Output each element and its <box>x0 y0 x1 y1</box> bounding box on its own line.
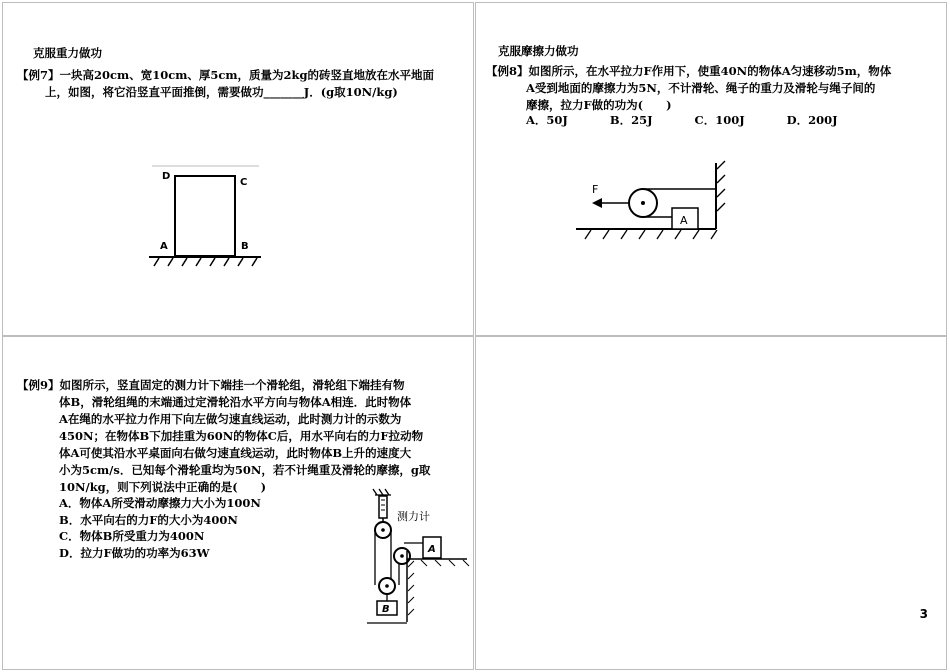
question-line: 如图所示，竖直固定的测力计下端挂一个滑轮组，滑轮组下端挂有物 <box>59 378 405 392</box>
example-label: 【例8】 <box>486 64 529 78</box>
question-line: 体A可使其沿水平桌面向右做匀速直线运动，此时物体B上升的速度大 <box>59 446 412 460</box>
brick-figure <box>3 3 475 337</box>
option-a[interactable]: A．物体A所受滑动摩擦力大小为100N <box>59 496 261 510</box>
option-a[interactable]: A．50J <box>526 113 568 127</box>
question-line: A受到地面的摩擦力为5N，不计滑轮、绳子的重力及滑轮与绳子间的 <box>526 81 876 95</box>
question-line: 体B，滑轮组绳的末端通过定滑轮沿水平方向与物体A相连．此时物体 <box>59 395 412 409</box>
label-c: C <box>240 177 248 188</box>
section-heading: 克服重力做功 <box>33 46 102 60</box>
question-line: A在绳的水平拉力作用下向左做匀速直线运动，此时测力计的示数为 <box>59 412 402 426</box>
label-a: A <box>680 214 688 227</box>
question-line: 一块高20cm、宽10cm、厚5cm，质量为2kg的砖竖直地放在水平地面 <box>59 68 435 82</box>
question-line: 450N；在物体B下加挂重为60N的物体C后，用水平向右的力F拉动物 <box>59 429 424 443</box>
question-line: 10N/kg，则下列说法中正确的是( ) <box>59 480 267 494</box>
section-heading: 克服摩擦力做功 <box>498 44 579 58</box>
option-d[interactable]: D．拉力F做功的功率为63W <box>59 545 210 560</box>
question-line: 上，如图，将它沿竖直平面推倒，需要做功_______J．(g取10N/kg) <box>45 85 398 99</box>
label-a: A <box>160 241 168 252</box>
question-line: 小为5cm/s．已知每个滑轮重均为50N，若不计绳重及滑轮的摩擦，g取 <box>59 463 431 477</box>
pulley-system-figure <box>3 337 475 671</box>
label-b: B <box>241 241 249 252</box>
slide-panel-empty <box>475 336 947 670</box>
meter-label: 测力计 <box>397 510 430 523</box>
label-d: D <box>162 171 171 182</box>
slide-panel-example-7 <box>2 2 474 336</box>
label-a: A <box>428 544 436 555</box>
option-c[interactable]: C．物体B所受重力为400N <box>59 529 205 543</box>
option-b[interactable]: B．水平向右的力F的大小为400N <box>59 512 238 527</box>
page-number: 3 <box>919 607 928 621</box>
example-label: 【例9】 <box>17 378 60 392</box>
option-d[interactable]: D．200J <box>786 113 838 127</box>
pulley-friction-figure <box>476 3 948 337</box>
label-f: F <box>592 183 599 196</box>
slide-panel-example-9 <box>2 336 474 670</box>
spring-balance <box>379 496 387 518</box>
question-line: 如图所示，在水平拉力F作用下，使重40N的物体A匀速移动5m，物体 <box>528 64 892 78</box>
label-b: B <box>382 604 390 615</box>
option-c[interactable]: C．100J <box>694 113 745 127</box>
slide-panel-example-8 <box>475 2 947 336</box>
question-line: 摩擦，拉力F做的功为( ) <box>526 98 672 112</box>
example-label: 【例7】 <box>17 68 60 82</box>
option-b[interactable]: B．25J <box>609 113 653 127</box>
brick-rect <box>175 176 235 256</box>
